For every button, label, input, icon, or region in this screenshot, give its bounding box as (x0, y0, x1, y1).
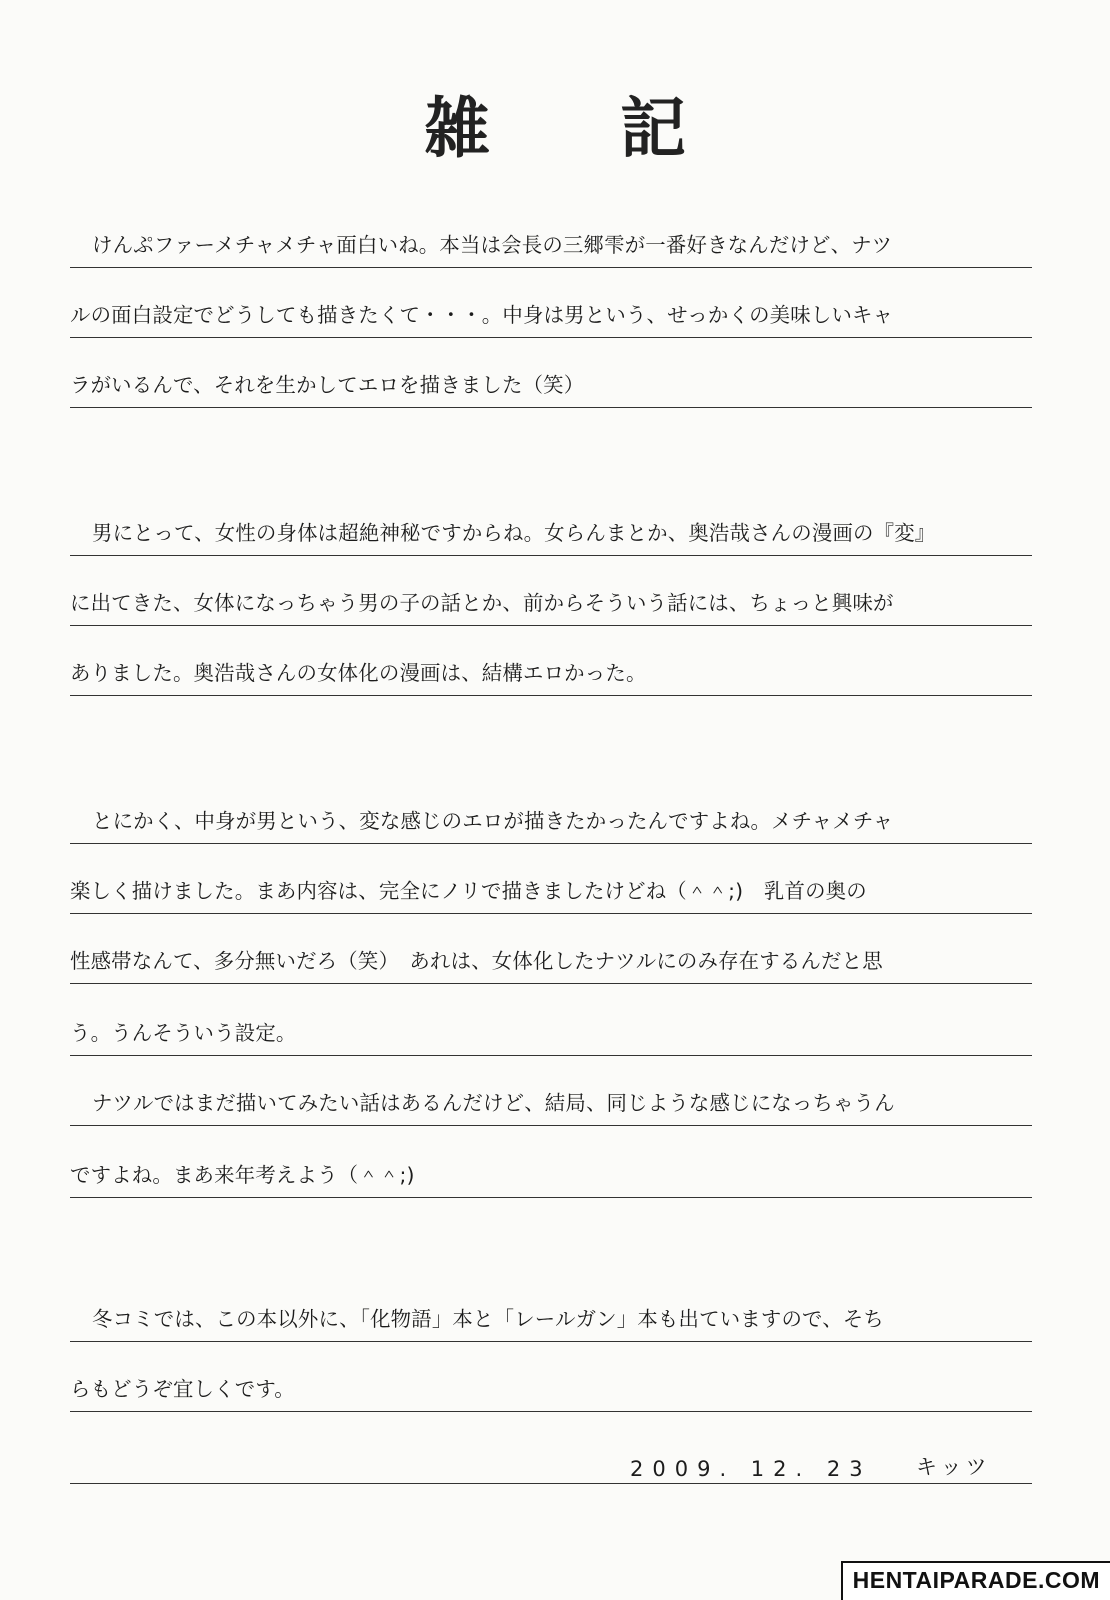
text-line: ナツルではまだ描いてみたい話はあるんだけど、結局、同じような感じになっちゃうん (70, 1080, 1032, 1126)
signature-author: キッツ (916, 1455, 991, 1479)
text-line: う。うんそういう設定。 (70, 1010, 1032, 1056)
text-line: 性感帯なんて、多分無いだろ（笑） あれは、女体化したナツルにのみ存在するんだと思 (70, 938, 1032, 984)
text-line: とにかく、中身が男という、変な感じのエロが描きたかったんですよね。メチャメチャ (70, 798, 1032, 844)
text-line: 冬コミでは、この本以外に、「化物語」本と「レールガン」本も出ていますので、そち (70, 1296, 1032, 1342)
text-line: らもどうぞ宜しくです。 (70, 1366, 1032, 1412)
text-line: ラがいるんで、それを生かしてエロを描きました（笑） (70, 362, 1032, 408)
text-line: ありました。奥浩哉さんの女体化の漫画は、結構エロかった。 (70, 650, 1032, 696)
signature-date: 2009. 12. 23 (630, 1457, 872, 1481)
text-line: 男にとって、女性の身体は超絶神秘ですからね。女らんまとか、奥浩哉さんの漫画の『変』 (70, 510, 1032, 556)
text-line: 楽しく描けました。まあ内容は、完全にノリで描きましたけどね（＾＾;) 乳首の奥の (70, 868, 1032, 914)
text-line: けんぷファーメチャメチャ面白いね。本当は会長の三郷雫が一番好きなんだけど、ナツ (70, 222, 1032, 268)
watermark: HENTAIPARADE.COM (841, 1561, 1110, 1600)
signature-line (70, 1438, 1032, 1484)
text-line: ルの面白設定でどうしても描きたくて・・・。中身は男という、せっかくの美味しいキャ (70, 292, 1032, 338)
text-line: に出てきた、女体になっちゃう男の子の話とか、前からそういう話には、ちょっと興味が (70, 580, 1032, 626)
page-title: 雑記 (424, 89, 816, 167)
text-line: ですよね。まあ来年考えよう（＾＾;) (70, 1152, 1032, 1198)
